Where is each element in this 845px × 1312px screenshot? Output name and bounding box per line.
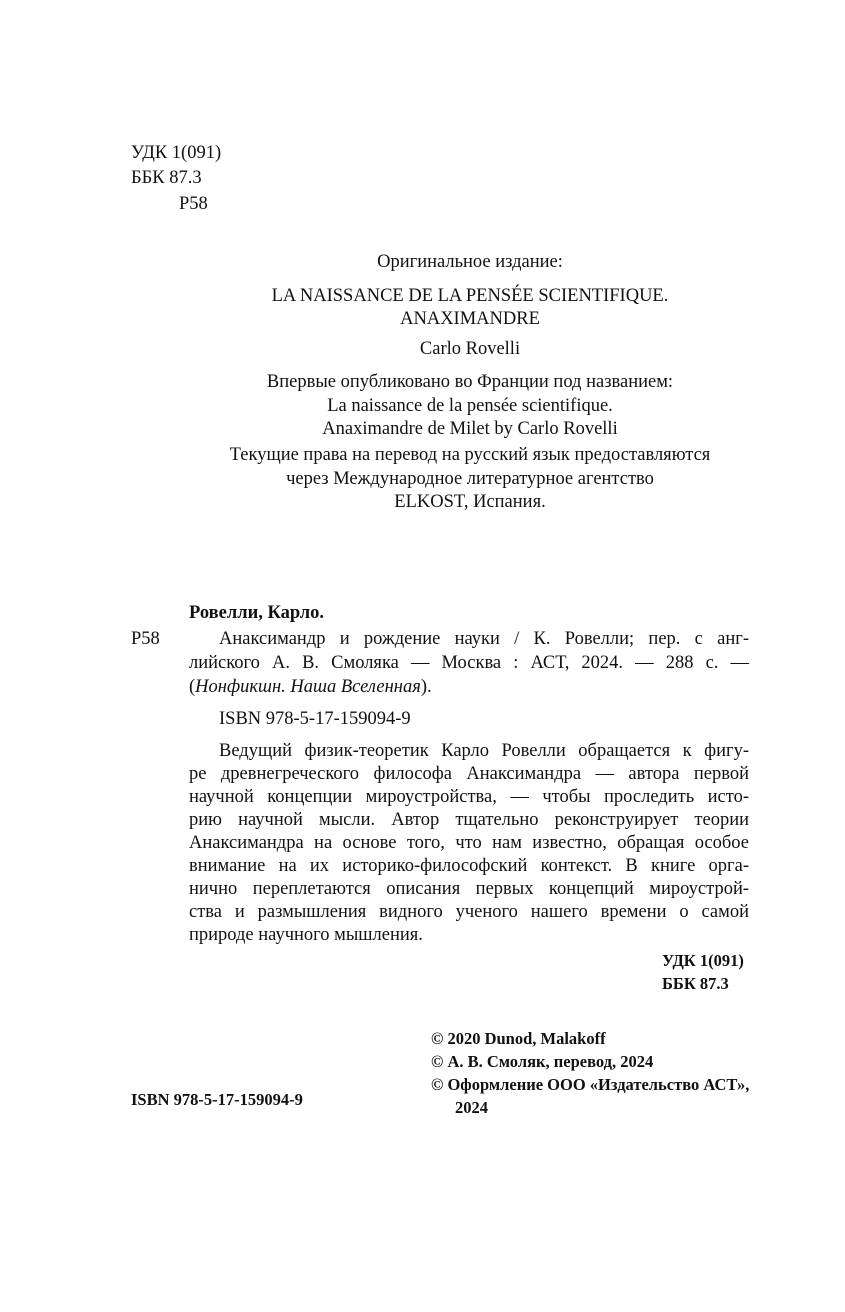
annotation-line: ре древнегреческого философа Анаксимандра — автора первой xyxy=(189,764,749,784)
bib-heading: Ровелли, Карло. xyxy=(189,603,325,623)
rights-line1: Текущие права на перевод на русский язык предоставляются xyxy=(229,445,711,465)
bib-line2: лийского А. В. Смоляка — Москва : АСТ, 2024. — 288 с. — xyxy=(189,653,749,673)
bib-series: Нонфикшн. Наша Вселенная xyxy=(195,677,421,697)
first-published-line2: La naissance de la pensée scientifique. xyxy=(327,395,613,416)
udk-code-bold: УДК 1(091) xyxy=(662,951,744,970)
bib-series-open: ( xyxy=(189,677,196,697)
copyright-line: © 2020 Dunod, Malakoff xyxy=(431,1029,606,1048)
rights-line2: через Международное литературное агентство xyxy=(286,468,654,489)
copyright-line: © А. В. Смоляк, перевод, 2024 xyxy=(431,1052,654,1071)
original-author: Carlo Rovelli xyxy=(419,338,521,359)
annotation-line: Ведущий физик-теоретик Карло Ровелли обращается к фигу- xyxy=(219,741,749,761)
bib-mark: Р58 xyxy=(131,629,160,649)
annotation-line: нично переплетаются описания первых концепций мироустрой- xyxy=(189,879,749,899)
rights-notice xyxy=(140,444,800,515)
original-title-line2: ANAXIMANDRE xyxy=(400,309,540,329)
original-edition xyxy=(140,251,800,361)
author-mark: Р58 xyxy=(179,194,208,214)
udk-code: УДК 1(091) xyxy=(131,143,222,163)
bbk-code-bold: ББК 87.3 xyxy=(662,974,729,993)
bib-series-close: ). xyxy=(420,677,432,697)
first-published-line3: Anaximandre de Milet by Carlo Rovelli xyxy=(322,419,618,439)
original-title-line1: LA NAISSANCE DE LA PENSÉE SCIENTIFIQUE. xyxy=(271,285,669,306)
annotation-line: ства и размышления видного ученого нашего времени о самой xyxy=(189,902,749,922)
copyright-line: 2024 xyxy=(455,1098,488,1117)
annotation-line: внимание на их историко-философский контекст. В книге орга- xyxy=(189,856,749,876)
annotation-line: Анаксимандра на основе того, что нам известно, обращая особое xyxy=(189,833,749,853)
first-published xyxy=(140,371,800,442)
first-published-line1: Впервые опубликовано во Франции под названием: xyxy=(266,372,674,392)
bib-line1: Анаксимандр и рождение науки / К. Ровелли; пер. с анг- xyxy=(219,629,749,649)
footer-isbn: ISBN 978-5-17-159094-9 xyxy=(131,1090,303,1109)
annotation-line: природе научного мышления. xyxy=(189,925,423,945)
annotation-line: научной концепции мироустройства, — чтобы проследить исто- xyxy=(189,787,749,807)
bib-isbn: ISBN 978-5-17-159094-9 xyxy=(219,709,411,729)
copyright-line: © Оформление ООО «Издательство АСТ», xyxy=(431,1075,750,1094)
bib-series-line xyxy=(189,676,432,699)
rights-line3: ELKOST, Испания. xyxy=(394,492,546,512)
original-edition-label: Оригинальное издание: xyxy=(377,252,563,272)
annotation-line: рию научной мысли. Автор тщательно реконструирует теории xyxy=(189,810,749,830)
bbk-code: ББК 87.3 xyxy=(131,168,202,188)
